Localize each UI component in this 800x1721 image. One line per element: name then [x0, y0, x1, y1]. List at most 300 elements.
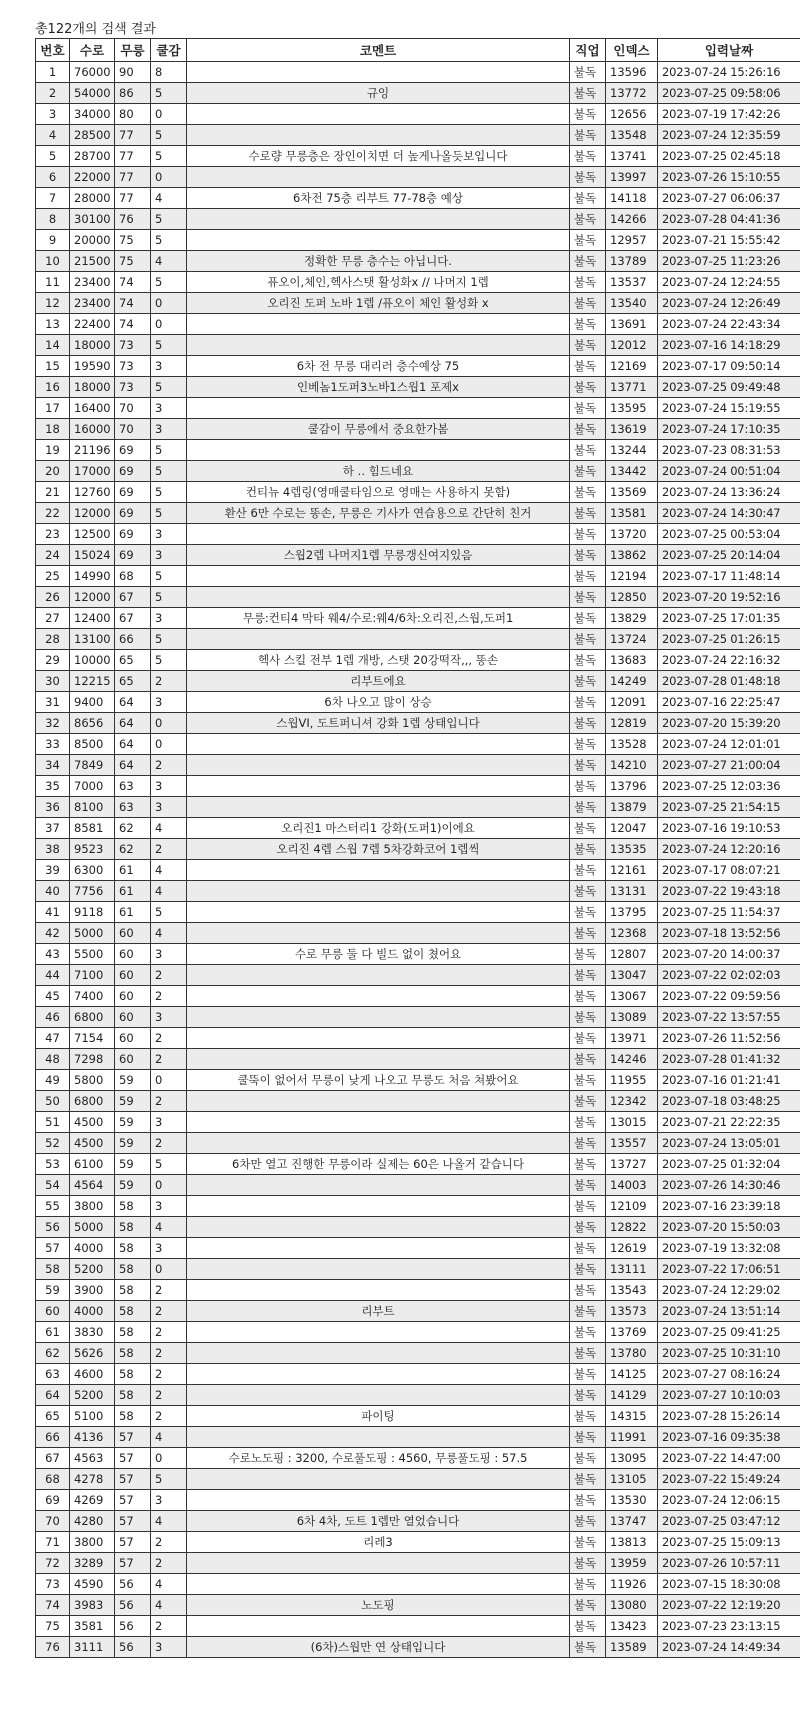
table-row	[36, 524, 800, 545]
row-comment	[187, 1469, 570, 1490]
row-date: 2023-07-23 08:31:53	[658, 440, 800, 461]
row-number: 39	[36, 860, 70, 881]
row-date: 2023-07-16 01:21:41	[658, 1070, 800, 1091]
row-value: 9523	[70, 839, 115, 860]
row-index: 13557	[606, 1133, 658, 1154]
row-number: 60	[36, 1301, 70, 1322]
row-index: 13879	[606, 797, 658, 818]
row-date: 2023-07-27 10:10:03	[658, 1385, 800, 1406]
row-floor: 57	[115, 1511, 151, 1532]
row-number: 40	[36, 881, 70, 902]
row-floor: 58	[115, 1259, 151, 1280]
row-value: 16000	[70, 419, 115, 440]
row-index: 14315	[606, 1406, 658, 1427]
row-comment: 스웝2렙 나머지1렙 무릉갱신여지있음	[187, 545, 570, 566]
row-cooldown: 5	[151, 482, 187, 503]
row-number: 54	[36, 1175, 70, 1196]
row-number: 3	[36, 104, 70, 125]
row-floor: 59	[115, 1154, 151, 1175]
row-cooldown: 2	[151, 986, 187, 1007]
table-row	[36, 251, 800, 272]
row-job: 불독	[570, 125, 606, 146]
row-job: 불독	[570, 1511, 606, 1532]
row-cooldown: 4	[151, 251, 187, 272]
row-comment	[187, 1112, 570, 1133]
row-comment: 정확한 무릉 층수는 아닙니다.	[187, 251, 570, 272]
header-date: 입력날짜	[658, 39, 800, 62]
row-job: 불독	[570, 587, 606, 608]
row-job: 불독	[570, 965, 606, 986]
row-comment	[187, 755, 570, 776]
row-value: 6800	[70, 1007, 115, 1028]
row-value: 28500	[70, 125, 115, 146]
row-date: 2023-07-21 15:55:42	[658, 230, 800, 251]
row-comment: 쿨뚝이 없어서 무릉이 낮게 나오고 무릉도 처음 쳐봤어요	[187, 1070, 570, 1091]
row-value: 19590	[70, 356, 115, 377]
row-floor: 64	[115, 692, 151, 713]
row-number: 2	[36, 83, 70, 104]
row-job: 불독	[570, 1595, 606, 1616]
row-job: 불독	[570, 902, 606, 923]
row-date: 2023-07-25 11:54:37	[658, 902, 800, 923]
table-row	[36, 1301, 800, 1322]
row-number: 70	[36, 1511, 70, 1532]
row-comment	[187, 209, 570, 230]
row-value: 7100	[70, 965, 115, 986]
row-date: 2023-07-25 01:26:15	[658, 629, 800, 650]
row-index: 13442	[606, 461, 658, 482]
table-row	[36, 83, 800, 104]
row-cooldown: 3	[151, 1112, 187, 1133]
row-job: 불독	[570, 1091, 606, 1112]
row-cooldown: 0	[151, 1448, 187, 1469]
row-value: 4269	[70, 1490, 115, 1511]
row-job: 불독	[570, 1574, 606, 1595]
row-index: 13789	[606, 251, 658, 272]
row-job: 불독	[570, 923, 606, 944]
row-comment: 규잉	[187, 83, 570, 104]
row-comment	[187, 1280, 570, 1301]
row-cooldown: 3	[151, 1238, 187, 1259]
row-index: 13796	[606, 776, 658, 797]
row-value: 7298	[70, 1049, 115, 1070]
row-floor: 58	[115, 1343, 151, 1364]
table-row	[36, 1595, 800, 1616]
row-cooldown: 5	[151, 125, 187, 146]
table-row	[36, 839, 800, 860]
row-index: 13795	[606, 902, 658, 923]
row-number: 34	[36, 755, 70, 776]
row-value: 7400	[70, 986, 115, 1007]
row-job: 불독	[570, 713, 606, 734]
row-date: 2023-07-22 19:43:18	[658, 881, 800, 902]
row-index: 13971	[606, 1028, 658, 1049]
row-cooldown: 3	[151, 419, 187, 440]
row-job: 불독	[570, 1616, 606, 1637]
row-job: 불독	[570, 1196, 606, 1217]
row-index: 13771	[606, 377, 658, 398]
row-cooldown: 0	[151, 1175, 187, 1196]
row-comment	[187, 335, 570, 356]
row-number: 25	[36, 566, 70, 587]
row-cooldown: 4	[151, 818, 187, 839]
row-job: 불독	[570, 1448, 606, 1469]
row-floor: 64	[115, 755, 151, 776]
row-cooldown: 3	[151, 1490, 187, 1511]
row-index: 14246	[606, 1049, 658, 1070]
table-row	[36, 167, 800, 188]
table-row	[36, 62, 800, 83]
row-floor: 57	[115, 1469, 151, 1490]
table-row	[36, 1616, 800, 1637]
row-value: 4563	[70, 1448, 115, 1469]
row-cooldown: 2	[151, 1364, 187, 1385]
row-date: 2023-07-25 17:01:35	[658, 608, 800, 629]
row-floor: 56	[115, 1637, 151, 1658]
row-date: 2023-07-20 15:39:20	[658, 713, 800, 734]
row-job: 불독	[570, 629, 606, 650]
row-number: 53	[36, 1154, 70, 1175]
row-cooldown: 4	[151, 881, 187, 902]
row-date: 2023-07-24 14:49:34	[658, 1637, 800, 1658]
row-date: 2023-07-25 15:09:13	[658, 1532, 800, 1553]
row-job: 불독	[570, 1280, 606, 1301]
row-job: 불독	[570, 1553, 606, 1574]
header-job: 직업	[570, 39, 606, 62]
table-row	[36, 1322, 800, 1343]
table-row	[36, 293, 800, 314]
row-floor: 77	[115, 146, 151, 167]
row-comment	[187, 1217, 570, 1238]
row-number: 47	[36, 1028, 70, 1049]
row-index: 13741	[606, 146, 658, 167]
row-value: 7849	[70, 755, 115, 776]
row-date: 2023-07-25 09:49:48	[658, 377, 800, 398]
row-cooldown: 3	[151, 398, 187, 419]
row-value: 7154	[70, 1028, 115, 1049]
row-comment	[187, 1049, 570, 1070]
row-number: 68	[36, 1469, 70, 1490]
row-date: 2023-07-25 20:14:04	[658, 545, 800, 566]
row-number: 1	[36, 62, 70, 83]
row-comment	[187, 398, 570, 419]
row-cooldown: 3	[151, 545, 187, 566]
row-value: 4000	[70, 1238, 115, 1259]
row-cooldown: 0	[151, 1070, 187, 1091]
row-number: 30	[36, 671, 70, 692]
row-date: 2023-07-25 12:03:36	[658, 776, 800, 797]
row-value: 54000	[70, 83, 115, 104]
table-row	[36, 209, 800, 230]
row-index: 13581	[606, 503, 658, 524]
row-floor: 75	[115, 230, 151, 251]
row-number: 14	[36, 335, 70, 356]
row-date: 2023-07-22 15:49:24	[658, 1469, 800, 1490]
row-comment	[187, 1364, 570, 1385]
row-number: 16	[36, 377, 70, 398]
row-cooldown: 3	[151, 692, 187, 713]
row-comment	[187, 1490, 570, 1511]
row-comment	[187, 230, 570, 251]
row-number: 8	[36, 209, 70, 230]
row-floor: 56	[115, 1616, 151, 1637]
row-number: 45	[36, 986, 70, 1007]
row-index: 13095	[606, 1448, 658, 1469]
row-floor: 62	[115, 818, 151, 839]
row-value: 6300	[70, 860, 115, 881]
table-row	[36, 629, 800, 650]
row-cooldown: 5	[151, 566, 187, 587]
row-floor: 58	[115, 1385, 151, 1406]
row-date: 2023-07-19 13:32:08	[658, 1238, 800, 1259]
row-index: 13772	[606, 83, 658, 104]
row-floor: 59	[115, 1133, 151, 1154]
row-floor: 74	[115, 314, 151, 335]
row-value: 3111	[70, 1637, 115, 1658]
table-row	[36, 713, 800, 734]
table-row	[36, 797, 800, 818]
row-job: 불독	[570, 1175, 606, 1196]
row-number: 10	[36, 251, 70, 272]
table-row	[36, 923, 800, 944]
row-index: 12047	[606, 818, 658, 839]
row-number: 67	[36, 1448, 70, 1469]
row-date: 2023-07-24 15:26:16	[658, 62, 800, 83]
table-row	[36, 1553, 800, 1574]
row-floor: 69	[115, 482, 151, 503]
row-comment: 리레3	[187, 1532, 570, 1553]
row-job: 불독	[570, 524, 606, 545]
row-job: 불독	[570, 482, 606, 503]
row-comment	[187, 1196, 570, 1217]
row-value: 30100	[70, 209, 115, 230]
table-row	[36, 377, 800, 398]
row-comment: 6차 나오고 많이 상승	[187, 692, 570, 713]
row-date: 2023-07-23 23:13:15	[658, 1616, 800, 1637]
row-value: 3800	[70, 1532, 115, 1553]
row-index: 13720	[606, 524, 658, 545]
row-value: 20000	[70, 230, 115, 251]
row-comment: 인베놈1도퍼3노바1스웝1 포제x	[187, 377, 570, 398]
row-job: 불독	[570, 1238, 606, 1259]
table-row	[36, 1154, 800, 1175]
row-cooldown: 5	[151, 629, 187, 650]
row-index: 12822	[606, 1217, 658, 1238]
row-date: 2023-07-17 11:48:14	[658, 566, 800, 587]
row-index: 13862	[606, 545, 658, 566]
row-index: 12656	[606, 104, 658, 125]
row-date: 2023-07-25 11:23:26	[658, 251, 800, 272]
row-value: 5200	[70, 1385, 115, 1406]
row-job: 불독	[570, 356, 606, 377]
row-comment: 수로 무릉 둘 다 빌드 없이 쳤어요	[187, 944, 570, 965]
row-floor: 80	[115, 104, 151, 125]
row-comment	[187, 62, 570, 83]
row-number: 31	[36, 692, 70, 713]
row-index: 13111	[606, 1259, 658, 1280]
row-index: 13683	[606, 650, 658, 671]
row-floor: 60	[115, 944, 151, 965]
table-row	[36, 1280, 800, 1301]
row-date: 2023-07-24 12:20:16	[658, 839, 800, 860]
row-floor: 60	[115, 1028, 151, 1049]
row-job: 불독	[570, 608, 606, 629]
table-row	[36, 965, 800, 986]
row-floor: 58	[115, 1322, 151, 1343]
row-job: 불독	[570, 1427, 606, 1448]
table-row	[36, 335, 800, 356]
row-job: 불독	[570, 1028, 606, 1049]
row-index: 13047	[606, 965, 658, 986]
row-index: 14118	[606, 188, 658, 209]
row-floor: 59	[115, 1070, 151, 1091]
row-value: 22000	[70, 167, 115, 188]
row-floor: 56	[115, 1595, 151, 1616]
row-floor: 64	[115, 734, 151, 755]
row-index: 13691	[606, 314, 658, 335]
table-row	[36, 1574, 800, 1595]
row-date: 2023-07-22 17:06:51	[658, 1259, 800, 1280]
row-value: 12400	[70, 608, 115, 629]
row-job: 불독	[570, 1007, 606, 1028]
table-row	[36, 1007, 800, 1028]
row-job: 불독	[570, 1532, 606, 1553]
row-job: 불독	[570, 419, 606, 440]
row-cooldown: 4	[151, 188, 187, 209]
row-job: 불독	[570, 461, 606, 482]
row-date: 2023-07-16 22:25:47	[658, 692, 800, 713]
row-job: 불독	[570, 1259, 606, 1280]
row-number: 18	[36, 419, 70, 440]
row-number: 62	[36, 1343, 70, 1364]
row-comment	[187, 1028, 570, 1049]
row-index: 14129	[606, 1385, 658, 1406]
row-number: 29	[36, 650, 70, 671]
row-value: 12500	[70, 524, 115, 545]
table-row	[36, 272, 800, 293]
row-number: 41	[36, 902, 70, 923]
row-index: 13244	[606, 440, 658, 461]
row-date: 2023-07-24 12:06:15	[658, 1490, 800, 1511]
row-cooldown: 4	[151, 860, 187, 881]
row-index: 12819	[606, 713, 658, 734]
table-row	[36, 1049, 800, 1070]
row-job: 불독	[570, 398, 606, 419]
row-cooldown: 0	[151, 104, 187, 125]
row-cooldown: 0	[151, 167, 187, 188]
row-cooldown: 2	[151, 755, 187, 776]
row-index: 13829	[606, 608, 658, 629]
row-cooldown: 5	[151, 146, 187, 167]
row-index: 14003	[606, 1175, 658, 1196]
row-job: 불독	[570, 1049, 606, 1070]
row-floor: 63	[115, 797, 151, 818]
row-index: 13596	[606, 62, 658, 83]
row-number: 55	[36, 1196, 70, 1217]
table-row	[36, 986, 800, 1007]
row-index: 11991	[606, 1427, 658, 1448]
row-number: 20	[36, 461, 70, 482]
row-comment	[187, 965, 570, 986]
row-cooldown: 2	[151, 1532, 187, 1553]
row-job: 불독	[570, 1133, 606, 1154]
row-value: 5800	[70, 1070, 115, 1091]
result-count-caption: 총122개의 검색 결과	[35, 22, 156, 37]
table-row	[36, 1385, 800, 1406]
row-date: 2023-07-25 21:54:15	[658, 797, 800, 818]
table-row	[36, 1217, 800, 1238]
row-cooldown: 4	[151, 1595, 187, 1616]
row-date: 2023-07-22 02:02:03	[658, 965, 800, 986]
row-floor: 76	[115, 209, 151, 230]
row-date: 2023-07-26 14:30:46	[658, 1175, 800, 1196]
row-comment: 퓨오이,체인,헥사스탯 활성화x // 나머지 1렙	[187, 272, 570, 293]
row-number: 49	[36, 1070, 70, 1091]
row-index: 13530	[606, 1490, 658, 1511]
row-number: 42	[36, 923, 70, 944]
row-job: 불독	[570, 818, 606, 839]
row-floor: 58	[115, 1196, 151, 1217]
row-value: 23400	[70, 272, 115, 293]
row-date: 2023-07-16 19:10:53	[658, 818, 800, 839]
row-floor: 58	[115, 1406, 151, 1427]
row-job: 불독	[570, 314, 606, 335]
table-row	[36, 671, 800, 692]
row-date: 2023-07-18 13:52:56	[658, 923, 800, 944]
row-date: 2023-07-24 17:10:35	[658, 419, 800, 440]
table-row	[36, 860, 800, 881]
row-date: 2023-07-24 12:35:59	[658, 125, 800, 146]
row-date: 2023-07-25 09:41:25	[658, 1322, 800, 1343]
row-job: 불독	[570, 692, 606, 713]
row-value: 22400	[70, 314, 115, 335]
table-body	[36, 62, 800, 1658]
row-job: 불독	[570, 146, 606, 167]
header-cooldown: 쿨감	[151, 39, 187, 62]
row-index: 13067	[606, 986, 658, 1007]
row-date: 2023-07-15 18:30:08	[658, 1574, 800, 1595]
row-value: 10000	[70, 650, 115, 671]
row-cooldown: 5	[151, 587, 187, 608]
row-number: 63	[36, 1364, 70, 1385]
row-value: 4136	[70, 1427, 115, 1448]
row-floor: 57	[115, 1427, 151, 1448]
row-number: 64	[36, 1385, 70, 1406]
row-index: 12161	[606, 860, 658, 881]
row-job: 불독	[570, 545, 606, 566]
row-index: 13727	[606, 1154, 658, 1175]
row-index: 12091	[606, 692, 658, 713]
row-floor: 73	[115, 377, 151, 398]
table-row	[36, 1238, 800, 1259]
results-table	[35, 38, 800, 1658]
row-index: 12807	[606, 944, 658, 965]
row-date: 2023-07-26 15:10:55	[658, 167, 800, 188]
row-date: 2023-07-28 01:48:18	[658, 671, 800, 692]
row-cooldown: 4	[151, 1511, 187, 1532]
row-date: 2023-07-22 09:59:56	[658, 986, 800, 1007]
row-job: 불독	[570, 986, 606, 1007]
table-row	[36, 125, 800, 146]
row-comment	[187, 923, 570, 944]
row-comment	[187, 1133, 570, 1154]
row-date: 2023-07-26 10:57:11	[658, 1553, 800, 1574]
row-date: 2023-07-28 01:41:32	[658, 1049, 800, 1070]
row-comment	[187, 1007, 570, 1028]
table-row	[36, 944, 800, 965]
row-cooldown: 5	[151, 650, 187, 671]
row-value: 21196	[70, 440, 115, 461]
